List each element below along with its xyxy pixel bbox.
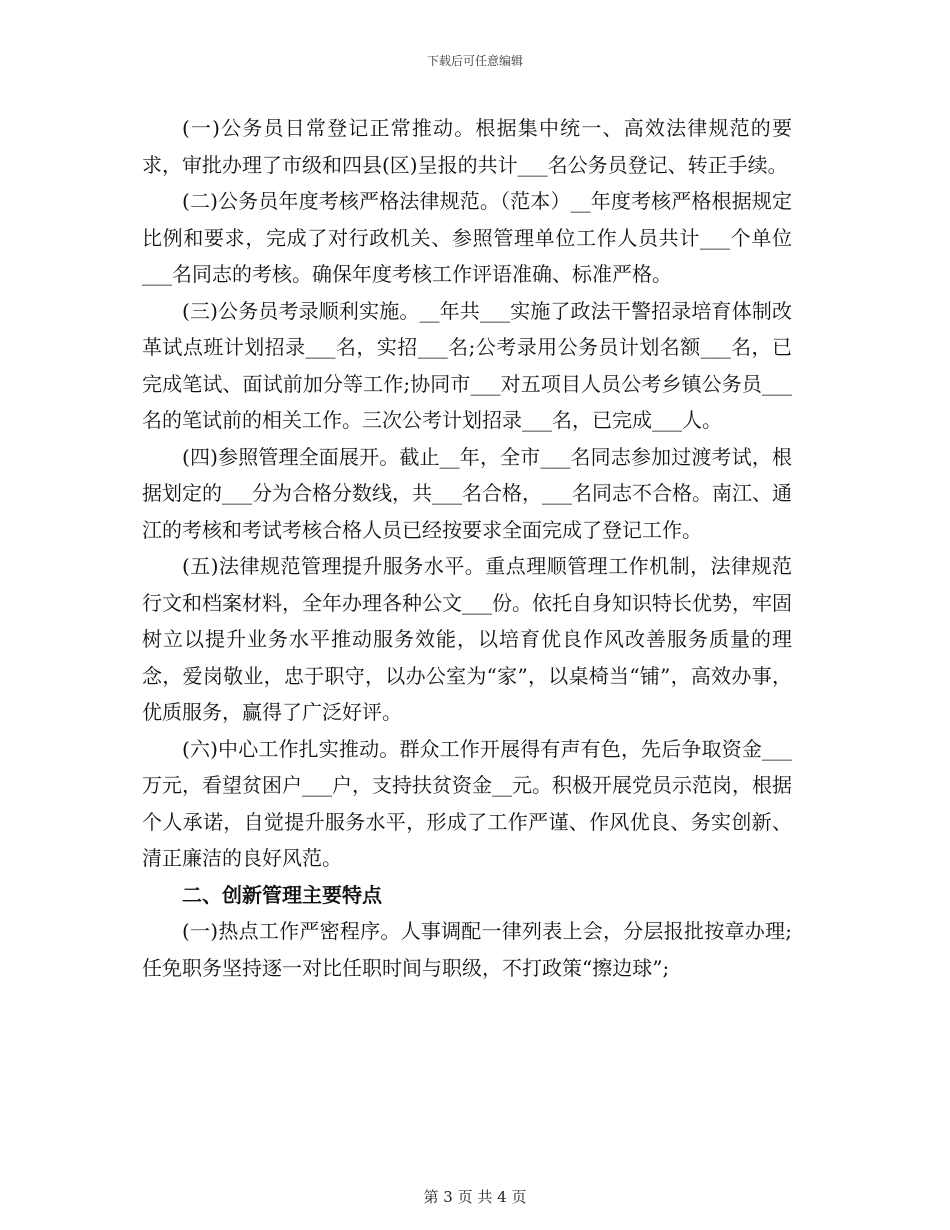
page-number: 第 3 页 共 4 页 [423, 1188, 527, 1206]
paragraph-5: (五)法律规范管理提升服务水平。重点理顺管理工作机制，法律规范行文和档案材料，全年办理各种公文___份。依托自身知识特长优势，牢固树立以提升业务水平推动服务效能，以培育优良作风改善服务质量的理念，爱岗敬业，忠于职守，以办公室为“家”，以桌椅当“铺”，高效办事，优质服务，赢得了广泛好评。 [142, 554, 792, 724]
page-header: 下载后可任意编辑 [426, 54, 523, 68]
document-body [142, 110, 792, 986]
paragraph-4: (四)参照管理全面展开。截止__年，全市___名同志参加过渡考试，根据划定的___分为合格分数线，共___名合格，___名同志不合格。南江、通江的考核和考试考核合格人员已经按要求全面完成了登记工作。 [142, 444, 792, 542]
paragraph-7: (一)热点工作严密程序。人事调配一律列表上会，分层报批按章办理;任免职务坚持逐一对比任职时间与职级，不打政策“擦边球”; [142, 919, 792, 980]
paragraph-3: (三)公务员考录顺利实施。__年共___实施了政法干警招录培育体制改革试点班计划招录___名，实招___名;公考录用公务员计划名额___名，已完成笔试、面试前加分等工作;协同市___对五项目人员公考乡镇公务员___名的笔试前的相关工作。三次公考计划招录___名，已完成___人。 [142, 298, 792, 432]
paragraph-2: (二)公务员年度考核严格法律规范。（范本）__年度考核严格根据规定比例和要求，完成了对行政机关、参照管理单位工作人员共计___个单位___名同志的考核。确保年度考核工作评语准确、标准严格。 [142, 189, 792, 286]
paragraph-6: (六)中心工作扎实推动。群众工作开展得有声有色，先后争取资金___万元，看望贫困户___户，支持扶贫资金__元。积极开展党员示范岗，根据个人承诺，自觉提升服务水平，形成了工作严谨、作风优良、务实创新、清正廉洁的良好风范。 [142, 736, 792, 870]
section-heading: 二、创新管理主要特点 [182, 882, 382, 907]
paragraph-1: (一)公务员日常登记正常推动。根据集中统一、高效法律规范的要求，审批办理了市级和四县(区)呈报的共计___名公务员登记、转正手续。 [142, 116, 792, 177]
